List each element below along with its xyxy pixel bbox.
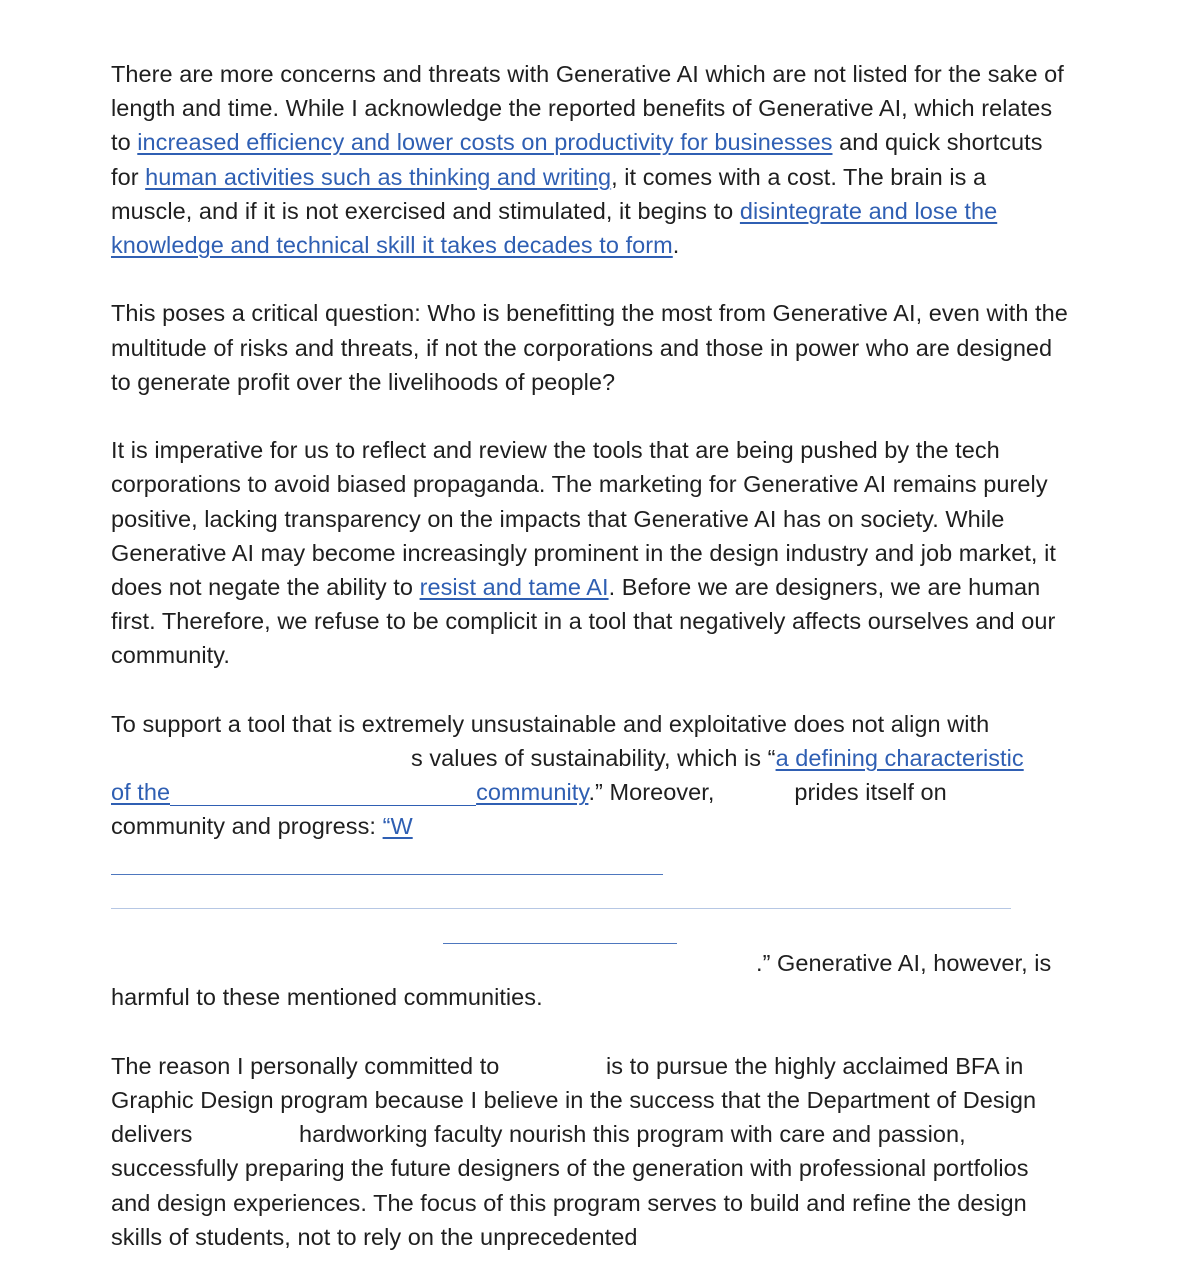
paragraph-personal-commitment <box>111 1049 1071 1254</box>
paragraph-reflect-review <box>111 433 1071 672</box>
text: , it comes with a cost. The brain is a muscle, and if it is not exercised and stimulated, it begins to <box>111 163 987 224</box>
link-defining-characteristic[interactable]: a defining characteristic <box>775 745 1024 772</box>
redacted-line <box>111 874 663 876</box>
link-disintegrate-knowledge[interactable]: disintegrate and lose the knowledge and technical skill it takes decades to form <box>111 197 998 259</box>
redacted-link <box>170 778 476 806</box>
text: prides itself on <box>794 779 947 806</box>
link-human-activities[interactable]: human activities such as thinking and writing <box>145 163 612 190</box>
text: To support a tool that is extremely unsustainable and exploitative does not align with <box>111 710 990 737</box>
link-resist-tame-ai[interactable]: resist and tame AI <box>419 574 609 601</box>
link-quote-start[interactable]: “W <box>382 813 413 840</box>
text: There are more concerns and threats with Generative AI which are not listed for the sake of length and time. While I acknowledge the reported benefits of Generative AI, which relates to <box>111 61 1064 156</box>
link-community[interactable]: community <box>476 779 589 806</box>
redacted-line <box>111 908 1011 910</box>
text: community and progress: <box>111 813 376 840</box>
text: It is imperative for us to reflect and review the tools that are being pushed by the tech corporations to avoid biased propaganda. The marketing for Generative AI remains purely positive, lacking transparency on the impacts that Generative AI has on society. While Generative AI may become increasingly prominent in the design industry and job market, it does not negate the ability to <box>111 437 1056 601</box>
text: This poses a critical question: Who is benefitting the most from Generative AI, even with the multitude of risks and threats, if not the corporations and those in power who are designed to generate profit over the livelihoods of people? <box>111 300 1068 395</box>
redacted-line <box>443 943 677 945</box>
redacted-text <box>111 742 411 772</box>
redacted-text <box>499 1050 599 1080</box>
text: . Before we are designers, we are human first. Therefore, we refuse to be complicit in a tool that negatively affects ourselves and our community. <box>111 574 1056 669</box>
text: and quick shortcuts for <box>111 129 1043 190</box>
text: . <box>672 232 680 259</box>
redacted-text <box>192 1118 292 1148</box>
document-body <box>111 57 1071 1288</box>
text: .” Generative AI, however, is harmful to these mentioned communities. <box>111 950 1052 1011</box>
redacted-text <box>111 947 756 977</box>
paragraph-critical-question <box>111 296 1071 399</box>
link-of-the[interactable]: of the <box>111 779 171 806</box>
link-increased-efficiency[interactable]: increased efficiency and lower costs on productivity for businesses <box>137 129 833 156</box>
text: The reason I personally committed to <box>111 1052 500 1079</box>
text: hardworking faculty nourish this program with care and passion, successfully preparing the future designers of the generation with professional portfolios and design experiences. The focus of this program serves to build and refine the design skills of students, not to rely on the unprecedented <box>111 1121 1029 1250</box>
paragraph-sustainability <box>111 707 1071 1015</box>
redacted-block <box>111 844 1071 947</box>
redacted-text <box>714 776 794 806</box>
text: s values of sustainability, which is “ <box>411 745 776 772</box>
paragraph-efficiency-costs <box>111 57 1071 262</box>
text: .” Moreover, <box>588 779 715 806</box>
text: is to pursue the highly acclaimed BFA in Graphic Design program because I believe in the success that the Department of Design delivers <box>111 1052 1037 1148</box>
